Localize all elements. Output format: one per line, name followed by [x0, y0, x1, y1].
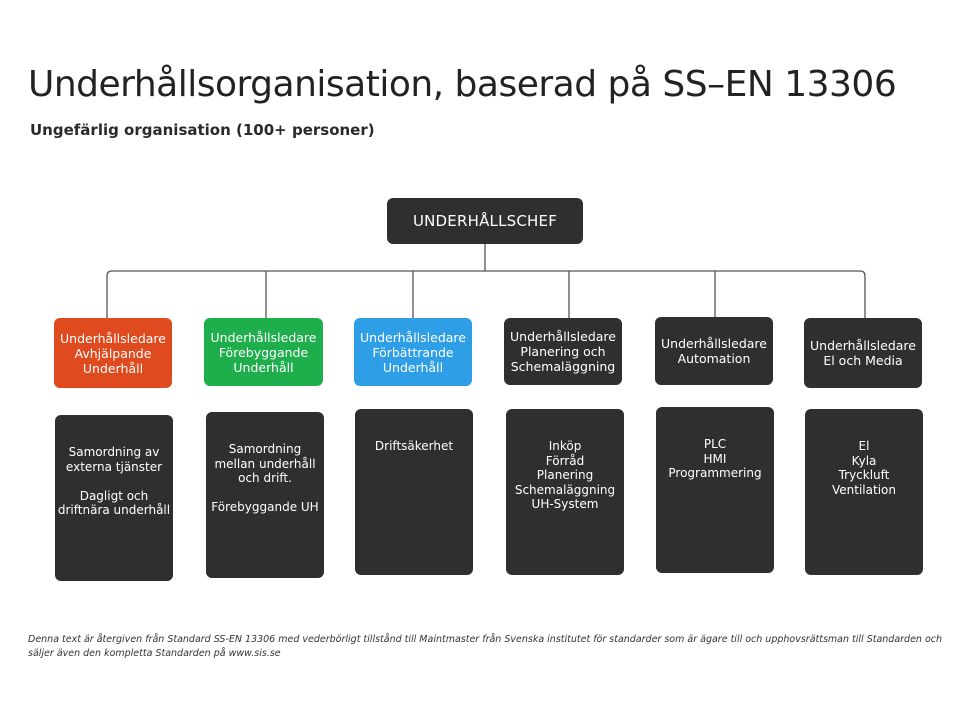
lead-label: Underhållsledare Planering och Schemaläggning [510, 329, 616, 374]
lead-box-corrective [54, 318, 172, 388]
lead-label: Underhållsledare Avhjälpande Underhåll [60, 330, 166, 376]
lead-box-preventive [204, 318, 323, 386]
head-box [387, 198, 583, 244]
duty-text: El Kyla Tryckluft Ventilation [832, 439, 896, 497]
duty-box-automation [656, 407, 774, 573]
duty-box-improvement [355, 409, 473, 575]
head-label: UNDERHÅLLSCHEF [412, 211, 558, 230]
lead-box-planning [504, 318, 622, 385]
page-title: Underhållsorganisation, baserad på SS–EN 13306 [28, 64, 897, 105]
branch-rail [107, 271, 865, 318]
duty-box-electrical [805, 409, 923, 575]
lead-label: Underhållsledare El och Media [810, 338, 916, 368]
duty-box-planning [506, 409, 624, 575]
page-subtitle: Ungefärlig organisation (100+ personer) [30, 121, 375, 139]
duty-text: PLC HMI Programmering [668, 437, 762, 480]
lead-label: Underhållsledare Förebyggande Underhåll [210, 329, 317, 375]
duty-text: Samordning mellan underhåll och drift. Förebyggande UH [211, 442, 319, 514]
duty-box-corrective [55, 415, 173, 581]
lead-label: Underhållsledare Automation [661, 336, 767, 366]
duty-text: Samordning av externa tjänster Dagligt och driftnära underhåll [57, 445, 171, 517]
lead-box-electrical [804, 318, 922, 388]
duty-text: Inköp Förråd Planering Schemaläggning UH-System [514, 439, 616, 511]
duty-text: Driftsäkerhet [374, 439, 454, 453]
copyright-footnote: Denna text är återgiven från Standard SS-EN 13306 med vederbörligt tillstånd till Maintmaster från Svenska institutet för standarder som är ägare till och upphovsrättsman till Standarden och säljer även den kompletta Standarden på www.sis.se [28, 634, 943, 659]
lead-box-improvement [354, 318, 472, 386]
duty-box-preventive [206, 412, 324, 578]
lead-box-automation [655, 317, 773, 385]
lead-label: Underhållsledare Förbättrande Underhåll [360, 329, 466, 375]
